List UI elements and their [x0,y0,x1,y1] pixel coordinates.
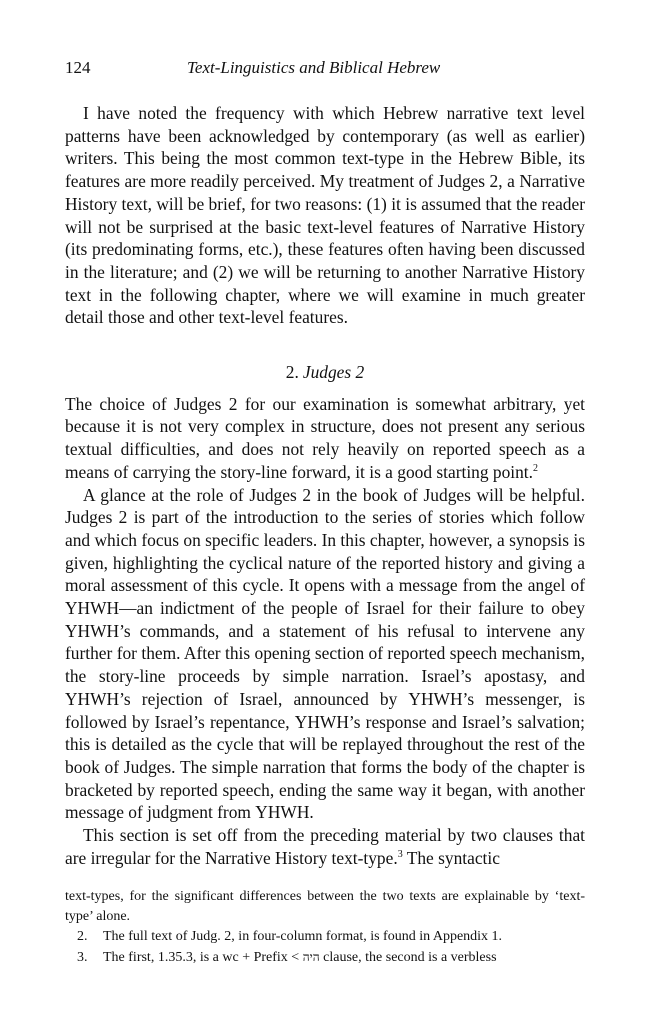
footnote-number: 2. [77,929,88,944]
divine-name: YHWH [294,711,349,732]
footnotes [65,887,585,968]
running-head: Text-Linguistics and Biblical Hebrew [187,58,441,77]
footnote-3 [65,947,585,968]
divine-name: YHWH [255,802,310,823]
section-number: 2. [285,362,299,383]
footnote-ref[interactable]: 3 [397,849,403,860]
paragraph-text: . [309,802,314,823]
body-text [65,102,585,870]
hebrew-word: היה [302,950,320,964]
divine-name: YHWH [65,620,120,641]
paragraph-text: —an indictment of the people of Israel for their failure to obey [119,598,585,619]
divine-name: YHWH [65,598,120,619]
footnote-continuation: text-types, for the significant differences between the two texts are explainable by ‘text-type’ alone. [65,889,585,924]
section-title: Judges 2 [302,362,365,383]
footnote-ref[interactable]: 2 [533,463,538,475]
page-header [65,58,585,84]
footnote-text: clause, the second is a verbless [319,950,497,965]
footnote-number: 3. [77,950,88,965]
paragraph-text: ’s rejection of Israel, announced by [119,688,409,709]
divine-name: YHWH [408,688,463,709]
paragraph-text: The syntactic [402,847,500,868]
footnote-2 [65,927,585,947]
section-heading [65,361,585,384]
paragraph-text: ’s response and Israel’s salvation; this is detailed as the cycle that will be replayed throughout the rest of the book of Judges. The simple narration that forms the body of the chapter is bracketed by reported speech, ending the same way it began, with another message of judgment from [65,711,585,823]
paragraph-text: The choice of Judges 2 for our examination is somewhat arbitrary, yet because it is not very complex in structure, does not present any serious textual difficulties, and does not rely heavily on reported speech as a means of carrying the story-line forward, it is a good starting point. [65,393,585,482]
footnote-text: The first, 1.35.3, is a wc + Prefix < [103,950,303,965]
paragraph: I have noted the frequency with which Hebrew narrative text level patterns have been acknowledged by contemporary (as well as earlier) writers. This being the most common text-type in the Hebrew Bible, its features are more readily perceived. My treatment of Judges 2, a Narrative History text, will be brief, for two reasons: (1) it is assumed that the reader will not be surprised at the basic text-level features of Narrative History (its predominating forms, etc.), these features often having been discussed in the literature; and (2) we will be returning to another Narrative History text in the following chapter, where we will examine in much greater detail those and other text-level features. [65,103,585,328]
divine-name: YHWH [65,688,120,709]
paragraph [65,393,585,484]
paragraph-text: ’s commands, and a statement of his refusal to intervene any further for them. After this opening section of reported speech mechanism, the story-line proceeds by simple narration. Israel’s apostasy, and [65,620,585,687]
paragraph-text: This section is set off from the preceding material by two clauses that are irregular for the Narrative History text-type. [65,825,585,868]
footnote-text: The full text of Judg. 2, in four-column format, is found in Appendix 1. [103,929,503,944]
paragraph-text: A glance at the role of Judges 2 in the book of Judges will be helpful. Judges 2 is part of the introduction to the series of stories which follow and which focus on specific leaders. In this chapter, however, a synopsis is given, highlighting the cyclical nature of the reported history and giving a moral assessment of this cycle. It opens with a message from the angel of [65,484,585,596]
paragraph-text: ’s messenger, is followed by Israel’s repentance, [65,688,585,732]
page-number: 124 [65,58,91,77]
page [65,58,585,870]
paragraph [65,484,585,825]
paragraph [65,824,585,869]
